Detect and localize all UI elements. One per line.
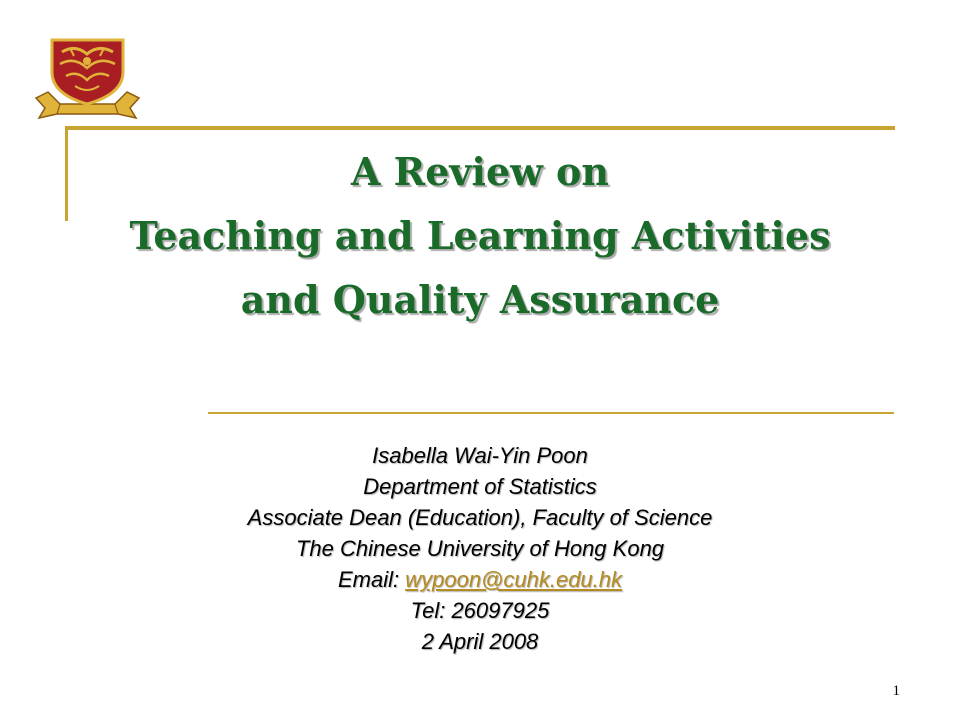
presenter-info: [120, 440, 840, 657]
title-line-1: A Review on: [350, 149, 610, 194]
page-number: 1: [892, 683, 900, 699]
header-rule: [65, 126, 895, 130]
university-crest-icon: [30, 34, 145, 124]
presenter-university: The Chinese University of Hong Kong: [295, 536, 665, 561]
title-line-2: Teaching and Learning Activities: [129, 213, 831, 258]
divider-rule: [208, 412, 894, 414]
email-label: Email:: [337, 567, 406, 592]
presenter-role: Associate Dean (Education), Faculty of Science: [247, 505, 713, 530]
header-side-rule: [65, 126, 68, 221]
slide-title: [70, 140, 890, 332]
presenter-email-line: [120, 564, 840, 595]
presenter-department: Department of Statistics: [363, 474, 597, 499]
presenter-name: Isabella Wai-Yin Poon: [372, 443, 588, 468]
presentation-date: 2 April 2008: [421, 629, 539, 654]
title-line-3: and Quality Assurance: [240, 277, 720, 322]
email-link[interactable]: wypoon@cuhk.edu.hk: [405, 567, 623, 592]
presenter-tel: Tel: 26097925: [410, 598, 550, 623]
